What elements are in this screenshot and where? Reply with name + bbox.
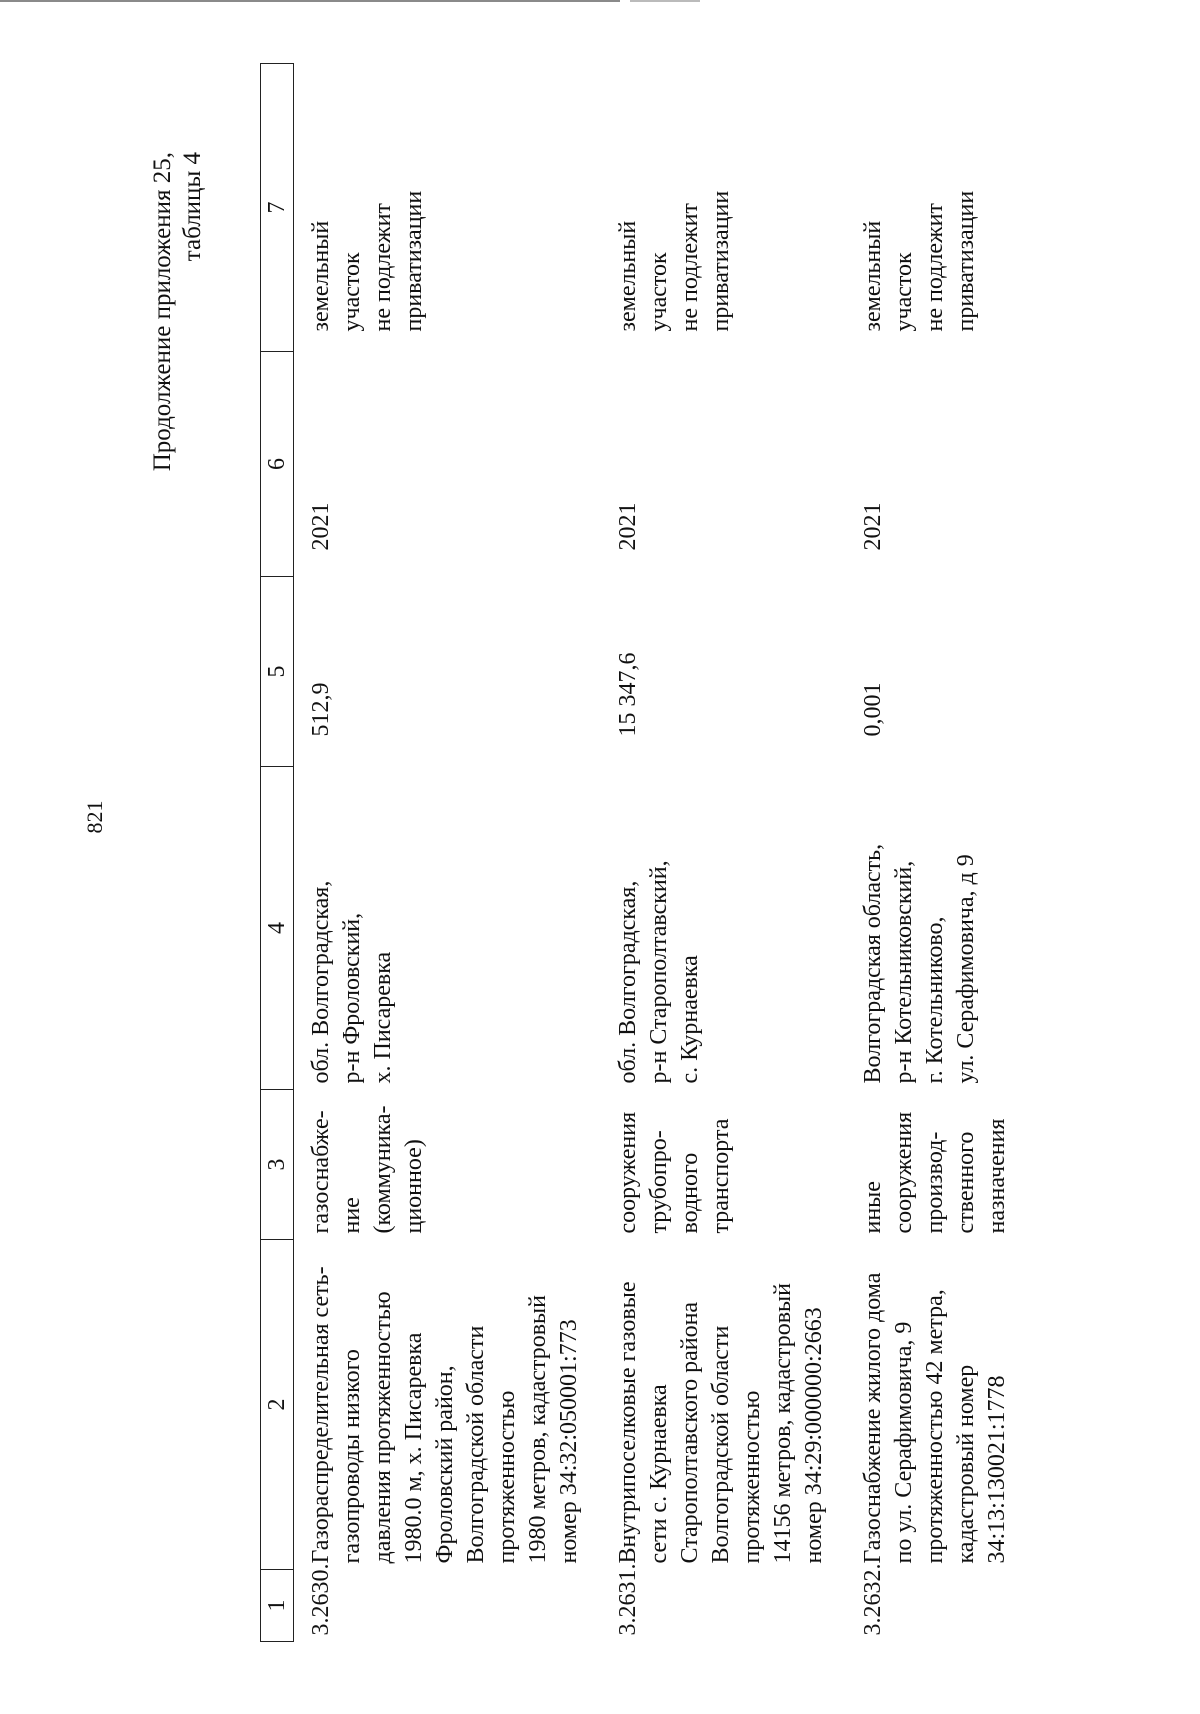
header-col-4: 4: [261, 767, 294, 1090]
row-number: 3.2630.: [308, 1563, 334, 1636]
header-col-7: 7: [261, 64, 294, 352]
object-value: 15 347,6: [615, 652, 641, 737]
continuation-line-2: таблицы 4: [179, 152, 206, 262]
object-year: 2021: [615, 502, 641, 551]
table-row: [294, 64, 602, 1642]
object-note: земельный участок не подлежит приватизации: [860, 190, 979, 332]
continuation-header: [148, 152, 208, 471]
object-value: 0,001: [860, 682, 886, 737]
row-number: 3.2632.: [860, 1563, 886, 1636]
page-number: 821: [82, 800, 107, 834]
header-col-2: 2: [261, 1240, 294, 1570]
object-address: обл. Волгоградская, р-н Фроловский, х. Писаревка: [308, 880, 396, 1084]
header-col-3: 3: [261, 1090, 294, 1240]
object-purpose: газоснабже- ние (коммуника- ционное): [308, 1105, 427, 1234]
object-name: Внутрипоселковые газовые сети с. Курнаевка Старополтавского района Волгоградской области протяженностью 14156 метров, кадастровый номер 34:29:000000:2663: [615, 1281, 827, 1564]
header-col-5: 5: [261, 577, 294, 767]
object-purpose: сооружения трубопро- водного транспорта: [615, 1111, 734, 1234]
object-note: земельный участок не подлежит приватизации: [308, 190, 427, 332]
header-col-1: 1: [261, 1570, 294, 1642]
header-col-6: 6: [261, 352, 294, 577]
object-year: 2021: [860, 502, 886, 551]
property-table-body: [260, 63, 1029, 1642]
table-row: [601, 64, 846, 1642]
object-address: обл. Волгоградская, р-н Старополтавский, с. Курнаевка: [615, 860, 703, 1084]
object-value: 512,9: [308, 682, 334, 737]
header-row: [261, 64, 294, 1642]
object-year: 2021: [308, 502, 334, 551]
object-name: Газораспределительная сеть- газопроводы низкого давления протяженностью 1980.0 м, х. Писаревка Фроловский район, Волгоградской области протяженностью 1980 метров, кадастровый номер 34:32:050001:773: [308, 1266, 582, 1564]
row-number: 3.2631.: [615, 1563, 641, 1636]
table-row: [846, 64, 1029, 1642]
object-name: Газоснабжение жилого дома по ул. Серафимовича, 9 протяженностью 42 метра, кадастровый номер 34:13:130021:1778: [860, 1272, 1010, 1564]
object-purpose: иные сооружения производ- ственного назначения: [860, 1111, 1010, 1234]
object-note: земельный участок не подлежит приватизации: [615, 190, 734, 332]
object-address: Волгоградская область, р-н Котельниковский, г. Котельниково, ул. Серафимовича, д 9: [860, 843, 979, 1084]
continuation-line-1: Продолжение приложения 25,: [149, 152, 176, 472]
